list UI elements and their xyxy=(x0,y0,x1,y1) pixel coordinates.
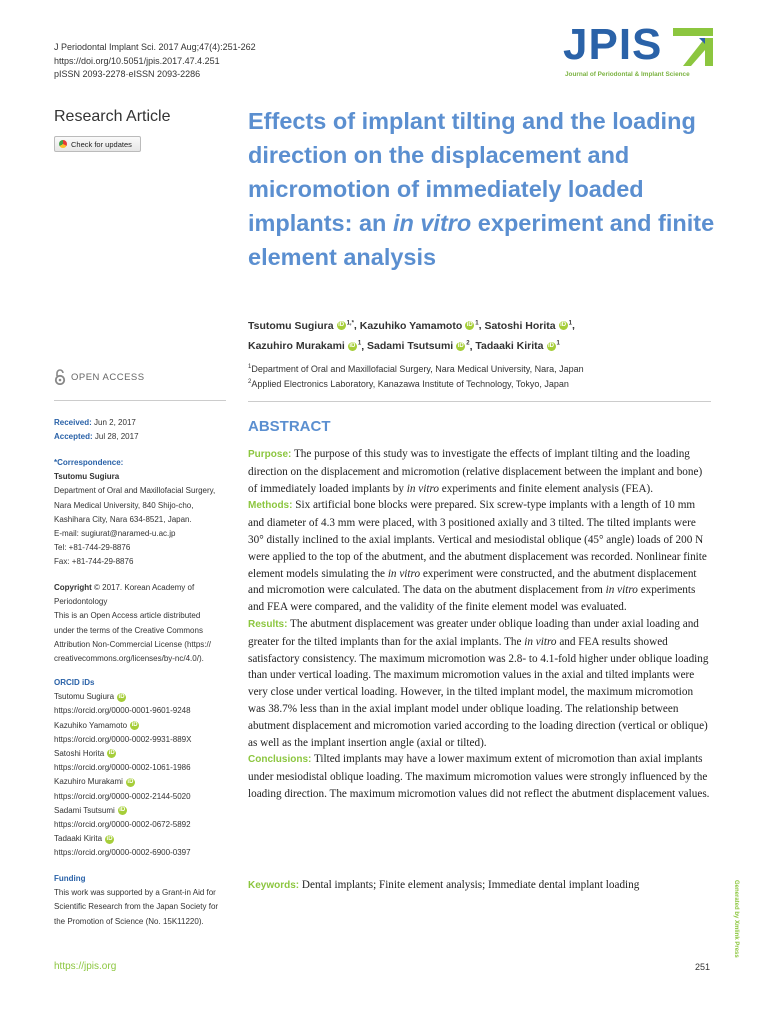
copyright-line: creativecommons.org/licenses/by-nc/4.0/). xyxy=(54,654,204,664)
correspondence-line: Kashihara City, Nara 634-8521, Japan. xyxy=(54,514,192,524)
orcid-entry: Kazuhiro Murakami iD xyxy=(54,777,134,787)
journal-citation: J Periodontal Implant Sci. 2017 Aug;47(4):251-262 xyxy=(54,42,256,52)
affiliations xyxy=(248,361,718,391)
copyright-line: Periodontology xyxy=(54,597,108,607)
orcid-icon[interactable]: iD xyxy=(466,322,473,329)
orcid-icon[interactable]: iD xyxy=(118,693,125,700)
generated-by-mark xyxy=(731,880,745,976)
logo-text: JPIS xyxy=(563,20,663,69)
abstract-purpose: Purpose: The purpose of this study was to investigate the effects of implant tilting and the loading direction on the displacement and micromotion (relative displacement between the implant and bone) of immediately loaded implants by in vitro experiments and finite element analysis (FEA). xyxy=(248,448,703,495)
orcid-icon[interactable]: iD xyxy=(119,807,126,814)
article-type: Research Article xyxy=(54,108,171,125)
orcid-link[interactable]: https://orcid.org/0000-0002-1061-1986 xyxy=(54,763,191,773)
open-lock-icon xyxy=(54,369,66,385)
journal-meta xyxy=(54,41,256,82)
accepted-label: Accepted: xyxy=(54,432,93,442)
funding-block xyxy=(54,872,234,929)
orcid-icon[interactable]: iD xyxy=(457,342,464,349)
author[interactable]: Sadami Tsutsumi iD $^2$ xyxy=(367,340,470,352)
copyright-block: Copyright © 2017. Korean Academy of Periodontology This is an Open Access article distributed under the terms of the Creative Commons Attribution Non-Commercial License (https:// creativecommons.org/licenses/by-nc/4.0/). xyxy=(54,581,234,666)
author[interactable]: Tsutomu Sugiura iD $^{1,*}$ xyxy=(248,319,354,332)
dates-block xyxy=(54,416,234,444)
orcid-link[interactable]: https://orcid.org/0000-0002-2144-5020 xyxy=(54,791,191,801)
correspondence-email[interactable]: E-mail: sugiurat@naramed-u.ac.jp xyxy=(54,529,176,539)
keywords-label: Keywords: xyxy=(248,880,300,891)
author[interactable]: Kazuhiko Yamamoto iD $^1$ xyxy=(359,319,479,332)
orcid-entry: Tadaaki Kirita iD xyxy=(54,834,113,844)
correspondence-block xyxy=(54,456,234,570)
abstract-results: Results: The abutment displacement was greater under oblique loading than under axial loading and greater for the tilted implants than for the axial implants. The in vitro and FEA results showed satisfactory consistency. The maximum micromotion was 2.8- to 4.1-fold higher under oblique loading than under vertical loading. The maximum micromotion values in the axial and tilted implants were very close under vertical loading. However, in the tilted implant model, the maximum micromotion was 38.7% less than in the axial implant model under oblique loading. The relationship between abutment displacement and micromotion varied according to the loading direction (vertical or oblique) as well as the implant insertion angle (axial or tilted). xyxy=(248,617,709,749)
orcid-icon[interactable]: iD xyxy=(349,342,356,349)
orcid-entry: Satoshi Horita iD xyxy=(54,749,115,759)
affiliation: $^2$Applied Electronics Laboratory, Kanazawa Institute of Technology, Tokyo, Japan xyxy=(248,379,569,389)
keywords xyxy=(248,879,713,891)
journal-url[interactable]: https://jpis.org xyxy=(54,961,117,972)
author[interactable]: Kazuhiro Murakami iD $^1$ xyxy=(248,340,362,352)
main-divider xyxy=(248,401,711,402)
journal-issn: pISSN 2093-2278·eISSN 2093-2286 xyxy=(54,69,201,79)
correspondence-heading: *Correspondence: xyxy=(54,458,124,467)
correspondence-line: Department of Oral and Maxillofacial Surgery, xyxy=(54,486,216,496)
title-part-1: Effects of implant tilting and the loading direction on the displacement and micromotion of immediately loaded implants: an xyxy=(248,108,696,236)
sidebar-divider xyxy=(54,400,226,401)
author-list: Tsutomu Sugiura iD $^{1,*}$, Kazuhiko Yamamoto iD $^1$, Satoshi Horita iD $^1$, Kazuhiro Murakami iD $^1$, Sadami Tsutsumi iD $^2$, Tadaaki Kirita iD $^1$ xyxy=(248,319,575,352)
orcid-entry: Sadami Tsutsumi iD xyxy=(54,805,126,815)
correspondence-name: Tsutomu Sugiura xyxy=(54,472,120,482)
orcid-icon[interactable]: iD xyxy=(548,342,554,349)
logo-subtitle: Journal of Periodontal & Implant Science xyxy=(565,71,690,78)
generated-by-text: Generated by Xmlink Press xyxy=(733,880,739,958)
keywords-text: Dental implants; Finite element analysis; Immediate dental implant loading xyxy=(299,879,640,891)
correspondence-line: Tel: +81-744-29-8876 xyxy=(54,543,131,553)
orcid-link[interactable]: https://orcid.org/0000-0002-9931-889X xyxy=(54,734,192,744)
title-part-2: experiment and finite element analysis xyxy=(248,210,715,270)
orcid-icon[interactable]: iD xyxy=(338,322,345,329)
logo-arrow-icon xyxy=(673,28,713,66)
orcid-entry: Kazuhiko Yamamoto iD xyxy=(54,720,138,730)
check-for-updates-button[interactable] xyxy=(54,136,141,152)
copyright-label: Copyright xyxy=(54,583,92,592)
orcid-link[interactable]: https://orcid.org/0000-0002-6900-0397 xyxy=(54,848,191,858)
orcid-entry: Tsutomu Sugiura iD xyxy=(54,692,125,702)
abstract-heading: ABSTRACT xyxy=(248,418,331,435)
correspondence-line: Fax: +81-744-29-8876 xyxy=(54,557,134,567)
orcid-icon[interactable]: iD xyxy=(127,778,134,785)
copyright-line: This is an Open Access article distributed xyxy=(54,611,201,621)
journal-doi[interactable]: https://doi.org/10.5051/jpis.2017.47.4.251 xyxy=(54,55,220,66)
orcid-heading: ORCID iDs xyxy=(54,678,95,687)
orcid-icon[interactable]: iD xyxy=(108,750,115,757)
received-date: Jun 2, 2017 xyxy=(94,418,136,427)
funding-line: the Promotion of Science (No. 15K11220). xyxy=(54,916,204,926)
received-label: Received: xyxy=(54,418,92,427)
jpis-logo xyxy=(563,20,715,82)
abstract-body xyxy=(248,446,713,803)
correspondence-line: Nara Medical University, 840 Shijo-cho, xyxy=(54,500,194,510)
funding-line: This work was supported by a Grant-in Aid for xyxy=(54,888,216,898)
open-access-badge xyxy=(54,369,145,385)
article-title xyxy=(248,104,718,274)
crossmark-icon xyxy=(59,140,67,148)
orcid-icon[interactable]: iD xyxy=(106,835,113,842)
orcid-icon[interactable]: iD xyxy=(131,722,138,728)
affiliation: $^1$Department of Oral and Maxillofacial Surgery, Nara Medical University, Nara, Japan xyxy=(248,364,584,374)
copyright-line: under the terms of the Creative Commons xyxy=(54,625,203,635)
author[interactable]: Tadaaki Kirita iD $^1$ xyxy=(475,340,560,352)
abstract-methods: Methods: Six artificial bone blocks were prepared. Six screw-type implants with a length of 10 mm and diameter of 4.3 mm were placed, with 3 positioned axially and 3 tilted. The tilted implants were 30° distally inclined to the axial implants. Vertical and mesiodistal oblique (45° angle) loads of 200 N were applied to the top of the abutment, and the abutment displacement was recorded. Nonlinear finite element models simulating the in vitro experiment were constructed, and the abutment displacement and micromotion were calculated. The data on the abutment displacement from in vitro experiments and FEA were compared, and the validity of the finite element model was evaluated. xyxy=(248,499,707,614)
funding-line: Scientific Research from the Japan Society for xyxy=(54,902,219,912)
author[interactable]: Satoshi Horita iD $^1$ xyxy=(484,319,572,332)
orcid-link[interactable]: https://orcid.org/0000-0001-9601-9248 xyxy=(54,706,191,716)
funding-heading: Funding xyxy=(54,874,86,883)
title-italic: in vitro xyxy=(392,210,472,236)
page-number: 251 xyxy=(695,962,711,972)
open-access-label: OPEN ACCESS xyxy=(71,371,145,383)
accepted-date: Jul 28, 2017 xyxy=(94,432,139,442)
orcid-block xyxy=(54,676,234,861)
check-updates-label: Check for updates xyxy=(71,139,132,149)
orcid-icon[interactable]: iD xyxy=(560,322,567,329)
copyright-line: Attribution Non-Commercial License (https:// xyxy=(54,639,211,649)
abstract-conclusions: Conclusions: Tilted implants may have a lower maximum extent of micromotion than axial implants under mesiodistal oblique loading. The maximum micromotion values were strongly influenced by the loading direction. The maximum micromotion values did not reflect the abutment displacement values. xyxy=(248,753,710,800)
orcid-link[interactable]: https://orcid.org/0000-0002-0672-5892 xyxy=(54,820,191,830)
